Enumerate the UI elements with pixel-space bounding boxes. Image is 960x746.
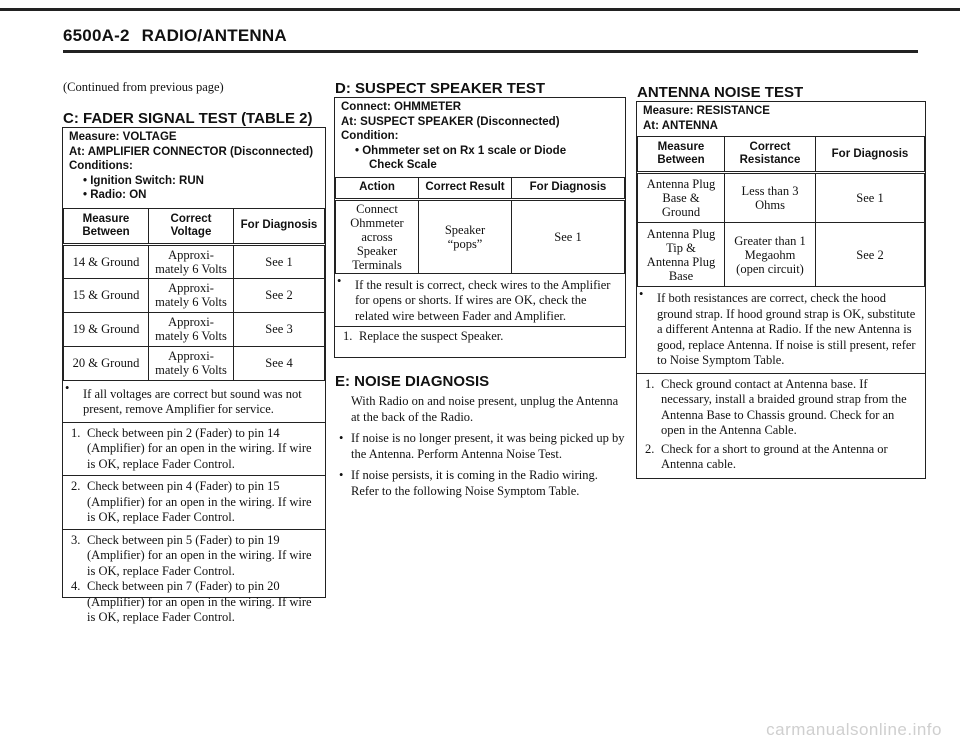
at-label: At: ANTENNA bbox=[643, 119, 718, 132]
speaker-steps bbox=[335, 327, 625, 345]
table-row: 14 & Ground Approxi- mately 6 Volts See 1 bbox=[64, 244, 325, 278]
table-row: 19 & Ground Approxi- mately 6 Volts See 3 bbox=[64, 312, 325, 346]
condition-item: • Ohmmeter set on Rx 1 scale or Diode bbox=[355, 144, 567, 157]
watermark: carmanualsonline.info bbox=[766, 720, 942, 739]
speaker-bullet: • If the result is correct, check wires to the Amplifier for opens or shorts. If wires are OK, check the related wire between Fader and Amplifier. bbox=[335, 274, 625, 327]
fader-bullet: • If all voltages are correct but sound was not present, remove Amplifier for service. bbox=[63, 381, 325, 422]
list-item: 4. Check between pin 7 (Fader) to pin 20 (Amplifier) for an open in the wiring. If wire is OK, replace Fader Control. bbox=[71, 579, 312, 624]
table-row: 20 & Ground Approxi- mately 6 Volts See 4 bbox=[64, 346, 325, 380]
list-item: 1. Check ground contact at Antenna base. If necessary, install a braided ground strap from the Antenna Base to Chassis ground. Check for an open in the Antenna Cable. bbox=[645, 376, 907, 437]
speaker-conditions bbox=[335, 98, 625, 175]
at-label: At: SUSPECT SPEAKER (Disconnected) bbox=[341, 115, 560, 128]
measure-label: Measure: VOLTAGE bbox=[69, 131, 177, 143]
fader-conditions bbox=[63, 128, 325, 205]
col-header: Correct Voltage bbox=[149, 208, 234, 244]
speaker-test-box bbox=[334, 97, 626, 358]
connect-label: Connect: OHMMETER bbox=[341, 101, 462, 113]
col-header: Measure Between bbox=[638, 137, 725, 173]
page-title: RADIO/ANTENNA bbox=[141, 26, 287, 45]
table-row: Connect Ohmmeter across Speaker Terminals Speaker “pops” See 1 bbox=[336, 199, 625, 273]
antenna-bullet: • If both resistances are correct, check the hood ground strap. If hood ground strap is OK, substitute a different Antenna at Radio. If the new Antenna is good, replace Antenna. If noise is still present, refer to Noise Symptom Table. bbox=[637, 287, 925, 373]
fader-test-box bbox=[62, 127, 326, 624]
speaker-table bbox=[335, 177, 625, 274]
list-item: 2. Check for a short to ground at the Antenna or Antenna cable. bbox=[645, 441, 888, 471]
list-item: 1. Replace the suspect Speaker. bbox=[343, 329, 504, 343]
table-row: Antenna Plug Base & Ground Less than 3 Ohms See 1 bbox=[638, 173, 925, 223]
antenna-noise-box bbox=[636, 101, 926, 479]
noise-diagnosis-body: With Radio on and noise present, unplug the Antenna at the back of the Radio. • If noise is no longer present, it was being picked up by the Antenna. Perform Antenna Noise Test. • If noise persists, it is coming in the Radio wiring. Refer to the following Noise Symptom Table. bbox=[351, 394, 627, 499]
antenna-noise-title: ANTENNA NOISE TEST bbox=[637, 84, 804, 101]
table-row: Antenna Plug Tip & Antenna Plug Base Greater than 1 Megaohm (open circuit) See 2 bbox=[638, 223, 925, 287]
at-label: At: AMPLIFIER CONNECTOR (Disconnected) bbox=[69, 145, 314, 158]
condition-item: • Radio: ON bbox=[83, 189, 147, 201]
page-header bbox=[63, 26, 287, 46]
fader-table bbox=[63, 208, 325, 381]
list-item: 3. Check between pin 5 (Fader) to pin 19 (Amplifier) for an open in the wiring. If wire is OK, replace Fader Control. bbox=[71, 532, 312, 578]
col-header: Correct Resistance bbox=[725, 137, 816, 173]
noise-diagnosis-title: E: NOISE DIAGNOSIS bbox=[335, 373, 490, 390]
col-header: Measure Between bbox=[64, 208, 149, 244]
measure-label: Measure: RESISTANCE bbox=[643, 105, 770, 117]
col-header: For Diagnosis bbox=[234, 208, 325, 244]
col-header: For Diagnosis bbox=[816, 137, 925, 173]
speaker-test-title: D: SUSPECT SPEAKER TEST bbox=[335, 80, 546, 97]
fader-steps bbox=[63, 423, 325, 626]
list-item: • If noise persists, it is coming in the Radio wiring. Refer to the following Noise Symptom Table. bbox=[337, 468, 627, 499]
col-header: For Diagnosis bbox=[512, 177, 625, 199]
top-rule bbox=[0, 8, 960, 11]
list-item: 1. Check between pin 2 (Fader) to pin 14 (Amplifier) for an open in the wiring. If wire is OK, replace Fader Control. bbox=[71, 425, 312, 471]
table-row: 15 & Ground Approxi- mately 6 Volts See 2 bbox=[64, 278, 325, 312]
conditions-label: Conditions: bbox=[69, 160, 133, 172]
fader-test-title: C: FADER SIGNAL TEST (TABLE 2) bbox=[63, 110, 313, 127]
header-rule bbox=[63, 50, 918, 53]
continued-note: (Continued from previous page) bbox=[63, 80, 224, 94]
condition-label: Condition: bbox=[341, 130, 399, 142]
condition-item: • Ignition Switch: RUN bbox=[83, 174, 204, 187]
page-code: 6500A-2 bbox=[63, 26, 130, 45]
list-item: 2. Check between pin 4 (Fader) to pin 15 (Amplifier) for an open in the wiring. If wire is OK, replace Fader Control. bbox=[71, 479, 312, 524]
antenna-conditions bbox=[637, 102, 925, 135]
col-header: Correct Result bbox=[419, 177, 512, 199]
col-header: Action bbox=[336, 177, 419, 199]
condition-item: Check Scale bbox=[369, 159, 437, 171]
list-item: • If noise is no longer present, it was being picked up by the Antenna. Perform Antenna Noise Test. bbox=[337, 431, 627, 462]
antenna-steps bbox=[637, 374, 925, 473]
antenna-table bbox=[637, 136, 925, 287]
